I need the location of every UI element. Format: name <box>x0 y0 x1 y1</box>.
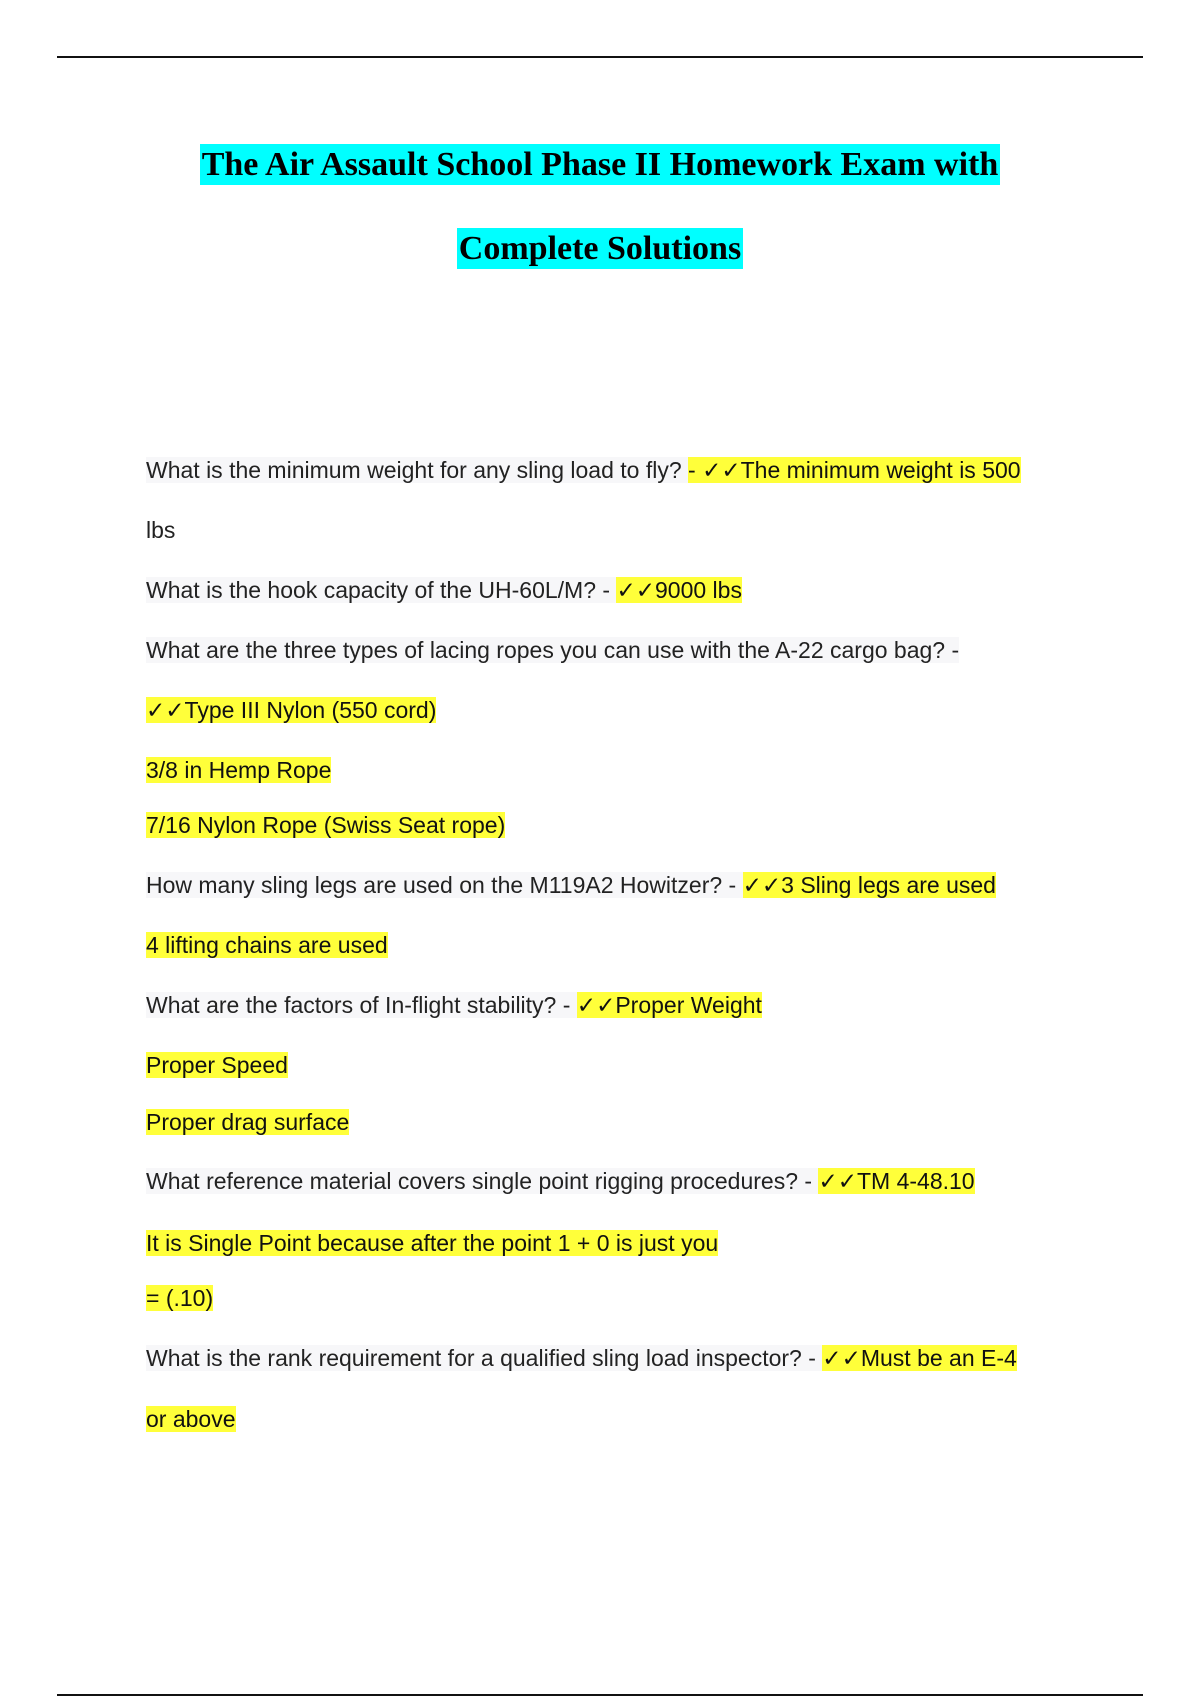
bottom-rule <box>57 1694 1143 1696</box>
check-icon: ✓✓ <box>616 577 655 603</box>
check-icon: ✓✓ <box>818 1168 857 1194</box>
question-1: What is the minimum weight for any sling load to fly? - ✓✓The minimum weight is 500 <box>146 457 1021 483</box>
answer-2-line-1: ✓✓9000 lbs <box>616 577 742 603</box>
question-4: How many sling legs are used on the M119A2 Howitzer? - ✓✓3 Sling legs are used <box>146 872 996 898</box>
question-6: What reference material covers single point rigging procedures? - ✓✓TM 4-48.10 <box>146 1168 975 1194</box>
answer-7-line-1: ✓✓Must be an E-4 <box>822 1345 1017 1371</box>
check-icon: ✓✓ <box>702 457 741 483</box>
answer-5-line-2: Proper Speed <box>146 1052 288 1078</box>
answer-6-line-3: = (.10) <box>146 1285 214 1311</box>
answer-1-line-2: lbs <box>146 517 176 543</box>
question-7: What is the rank requirement for a qualified sling load inspector? - ✓✓Must be an E-4 <box>146 1345 1017 1371</box>
answer-5-line-1: ✓✓Proper Weight <box>576 992 762 1018</box>
check-icon: ✓✓ <box>146 697 185 723</box>
answer-3-line-2: 3/8 in Hemp Rope <box>146 757 332 783</box>
answer-5-line-3: Proper drag surface <box>146 1109 350 1135</box>
page-title-line-1: The Air Assault School Phase II Homework Exam with <box>201 146 999 183</box>
answer-3-line-1: ✓✓Type III Nylon (550 cord) <box>146 697 437 723</box>
answer-3-line-3: 7/16 Nylon Rope (Swiss Seat rope) <box>146 812 506 838</box>
answer-6-line-1: ✓✓TM 4-48.10 <box>818 1168 975 1194</box>
answer-6-line-2: It is Single Point because after the point 1 + 0 is just you <box>146 1230 719 1256</box>
question-3: What are the three types of lacing ropes you can use with the A-22 cargo bag? - <box>146 637 960 663</box>
question-2: What is the hook capacity of the UH-60L/M? - ✓✓9000 lbs <box>146 577 742 603</box>
answer-4-line-2: 4 lifting chains are used <box>146 932 388 958</box>
answer-7-line-2: or above <box>146 1406 236 1432</box>
answer-1-line-1: - ✓✓The minimum weight is 500 <box>688 457 1021 483</box>
page-title-line-2: Complete Solutions <box>458 230 742 267</box>
answer-4-line-1: ✓✓3 Sling legs are used <box>742 872 996 898</box>
check-icon: ✓✓ <box>742 872 782 898</box>
question-5: What are the factors of In-flight stability? - ✓✓Proper Weight <box>146 992 762 1018</box>
check-icon: ✓✓ <box>576 992 616 1018</box>
check-icon: ✓✓ <box>822 1345 861 1371</box>
top-rule <box>57 56 1143 58</box>
